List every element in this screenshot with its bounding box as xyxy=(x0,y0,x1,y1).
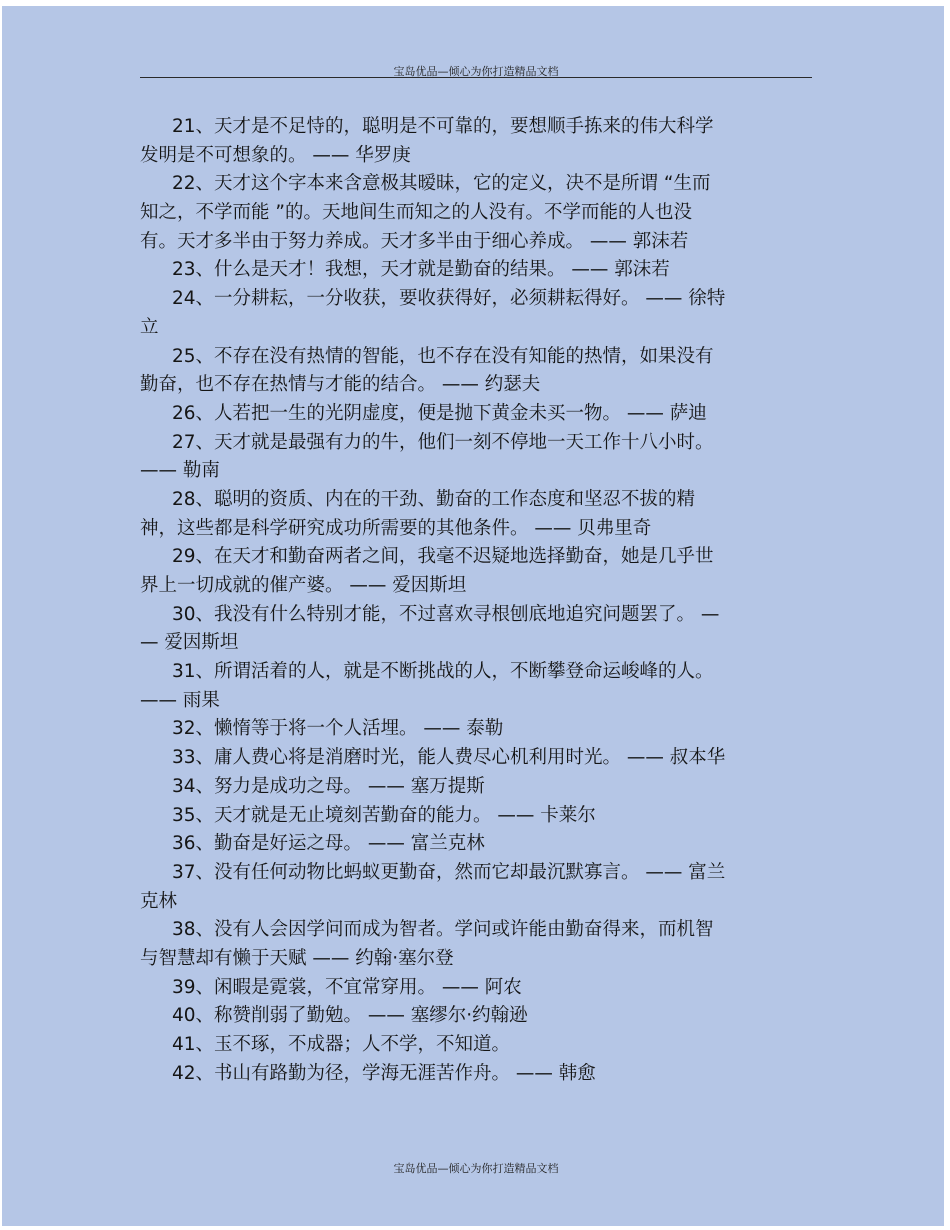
text-line: 有。天才多半由于努力养成。天才多半由于细心养成。 —— 郭沫若 xyxy=(140,230,689,252)
text-line: 勤奋，也不存在热情与才能的结合。 —— 约瑟夫 xyxy=(140,374,541,396)
text-line: 34、努力是成功之母。 —— 塞万提斯 xyxy=(172,775,485,797)
quotes-body xyxy=(140,113,805,1088)
header-divider xyxy=(140,77,812,78)
text-line: 界上一切成就的催产婆。 —— 爱因斯坦 xyxy=(140,575,467,596)
text-line: 26、人若把一生的光阴虚度，便是抛下黄金未买一物。 —— 萨迪 xyxy=(172,402,707,424)
text-line: 32、懒惰等于将一个人活埋。 —— 泰勒 xyxy=(172,718,504,740)
text-line: 与智慧却有懒于天赋 —— 约翰·塞尔登 xyxy=(140,947,454,969)
text-line: 知之，不学而能 ”的。天地间生而知之的人没有。不学而能的人也没 xyxy=(140,202,692,224)
text-line: 23、什么是天才！我想，天才就是勤奋的结果。 —— 郭沫若 xyxy=(172,259,670,281)
text-line: —— 勒南 xyxy=(140,460,220,482)
document-page xyxy=(2,6,944,1226)
text-line: 35、天才就是无止境刻苦勤奋的能力。 —— 卡莱尔 xyxy=(172,804,596,826)
text-line: 42、书山有路勤为径，学海无涯苦作舟。 —— 韩愈 xyxy=(172,1062,596,1084)
text-line: 21、天才是不足恃的，聪明是不可靠的，要想顺手拣来的伟大科学 xyxy=(172,116,714,137)
text-line: 40、称赞削弱了勤勉。 —— 塞缪尔·约翰逊 xyxy=(172,1005,528,1027)
text-line: 24、一分耕耘，一分收获，要收获得好，必须耕耘得好。 —— 徐特 xyxy=(172,288,726,310)
text-line: 22、天才这个字本来含意极其暧昧，它的定义，决不是所谓 “生而 xyxy=(172,173,711,195)
page-header: 宝岛优品—倾心为你打造精品文档 xyxy=(393,65,559,78)
text-line: — 爱因斯坦 xyxy=(140,632,239,654)
text-line: 28、聪明的资质、内在的干劲、勤奋的工作态度和坚忍不拔的精 xyxy=(172,488,696,510)
text-line: 神，这些都是科学研究成功所需要的其他条件。 —— 贝弗里奇 xyxy=(140,517,652,539)
text-line: 37、没有任何动物比蚂蚁更勤奋，然而它却最沉默寡言。 —— 富兰 xyxy=(172,861,726,883)
text-line: 27、天才就是最强有力的牛，他们一刻不停地一天工作十八小时。 xyxy=(172,431,714,453)
text-line: 29、在天才和勤奋两者之间，我毫不迟疑地选择勤奋，她是几乎世 xyxy=(172,546,714,568)
text-line: 33、庸人费心将是消磨时光，能人费尽心机利用时光。 —— 叔本华 xyxy=(172,747,726,769)
page-footer: 宝岛优品—倾心为你打造精品文档 xyxy=(393,1162,559,1175)
text-line: 25、不存在没有热情的智能，也不存在没有知能的热情，如果没有 xyxy=(172,345,714,367)
text-line: 30、我没有什么特别才能，不过喜欢寻根刨底地追究问题罢了。 — xyxy=(172,603,720,625)
text-line: 克林 xyxy=(140,890,178,912)
text-line: 41、玉不琢，不成器；人不学，不知道。 xyxy=(172,1034,511,1055)
text-line: 39、闲暇是霓裳，不宜常穿用。 —— 阿农 xyxy=(172,976,522,998)
text-line: 发明是不可想象的。 —— 华罗庚 xyxy=(140,144,411,166)
text-line: 38、没有人会因学问而成为智者。学问或许能由勤奋得来，而机智 xyxy=(172,919,714,941)
text-line: 36、勤奋是好运之母。 —— 富兰克林 xyxy=(172,833,485,855)
text-line: —— 雨果 xyxy=(140,689,220,711)
text-line: 立 xyxy=(140,316,159,338)
text-line: 31、所谓活着的人，就是不断挑战的人，不断攀登命运峻峰的人。 xyxy=(172,661,714,683)
